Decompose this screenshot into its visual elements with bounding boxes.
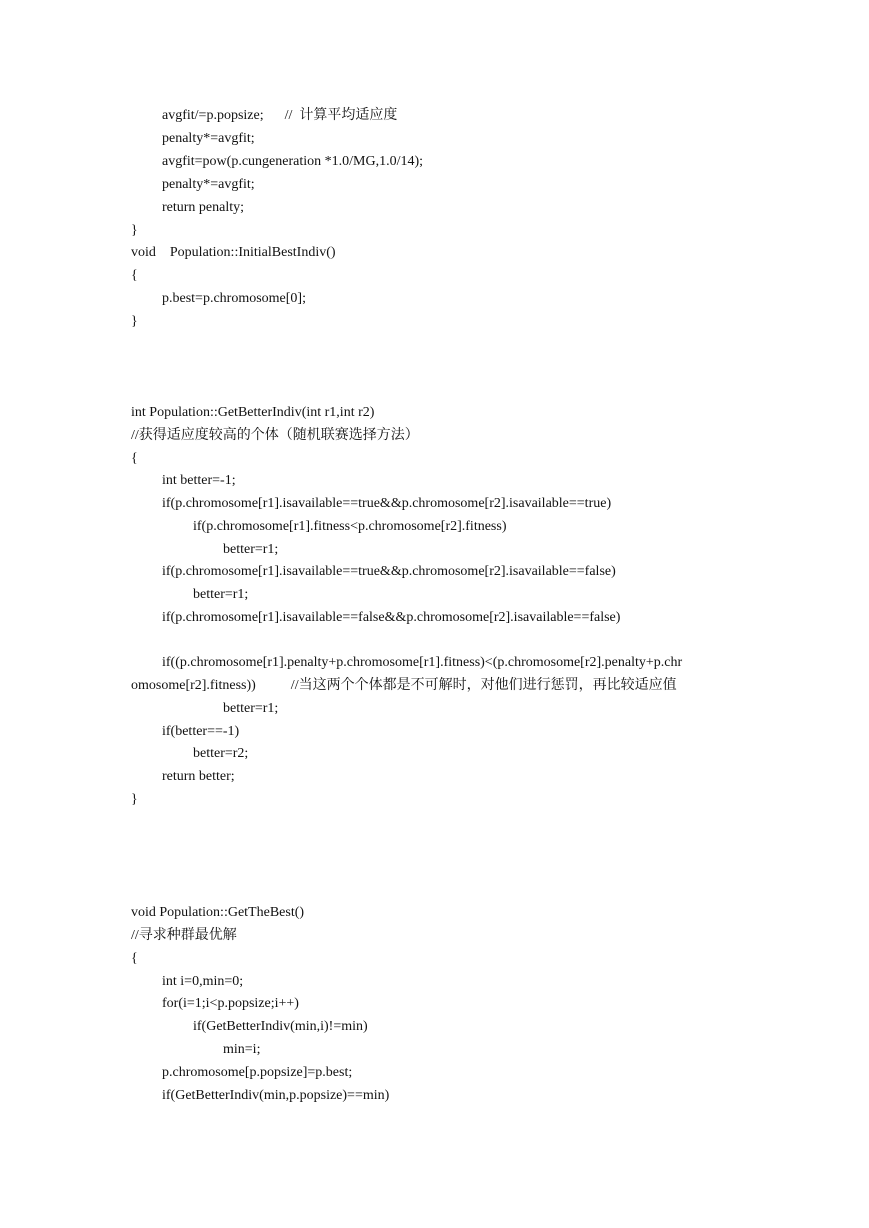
code-line: } (131, 792, 138, 807)
code-line: better=r1; (223, 542, 279, 557)
code-line: omosome[r2].fitness)) //当这两个个体都是不可解时，对他们进行惩罚，再比较适应值 (131, 678, 677, 693)
code-line: //获得适应度较高的个体（随机联赛选择方法） (131, 428, 419, 443)
code-line: int Population::GetBetterIndiv(int r1,int r2) (131, 405, 375, 420)
code-line: better=r2; (193, 746, 249, 761)
code-line: penalty*=avgfit; (162, 177, 255, 192)
code-line: better=r1; (193, 587, 249, 602)
code-line: avgfit=pow(p.cungeneration *1.0/MG,1.0/14); (162, 154, 424, 169)
code-line: p.best=p.chromosome[0]; (162, 291, 306, 306)
code-line: avgfit/=p.popsize; // 计算平均适应度 (162, 108, 398, 123)
code-line: return penalty; (162, 200, 245, 215)
code-line: } (131, 223, 138, 238)
code-line: if((p.chromosome[r1].penalty+p.chromosome[r1].fitness)<(p.chromosome[r2].penalty+p.chr (162, 655, 683, 670)
code-line: if(better==-1) (162, 724, 240, 739)
code-line: for(i=1;i<p.popsize;i++) (162, 996, 299, 1011)
code-line: //寻求种群最优解 (131, 928, 237, 943)
code-line: better=r1; (223, 701, 279, 716)
code-line: { (131, 451, 138, 466)
code-line: if(GetBetterIndiv(min,p.popsize)==min) (162, 1088, 390, 1103)
code-line: { (131, 951, 138, 966)
code-line: if(p.chromosome[r1].fitness<p.chromosome[r2].fitness) (193, 519, 507, 534)
code-line: min=i; (223, 1042, 261, 1057)
code-line: p.chromosome[p.popsize]=p.best; (162, 1065, 353, 1080)
code-line: penalty*=avgfit; (162, 131, 255, 146)
code-line: if(GetBetterIndiv(min,i)!=min) (193, 1019, 368, 1034)
code-line: } (131, 314, 138, 329)
code-line: void Population::InitialBestIndiv() (131, 245, 336, 260)
code-line: if(p.chromosome[r1].isavailable==false&&p.chromosome[r2].isavailable==false) (162, 610, 621, 625)
code-line: int better=-1; (162, 473, 236, 488)
code-line: if(p.chromosome[r1].isavailable==true&&p.chromosome[r2].isavailable==true) (162, 496, 612, 511)
code-line: { (131, 268, 138, 283)
code-line: void Population::GetTheBest() (131, 905, 305, 920)
code-line: int i=0,min=0; (162, 974, 244, 989)
code-line: if(p.chromosome[r1].isavailable==true&&p.chromosome[r2].isavailable==false) (162, 564, 616, 579)
code-line: return better; (162, 769, 235, 784)
